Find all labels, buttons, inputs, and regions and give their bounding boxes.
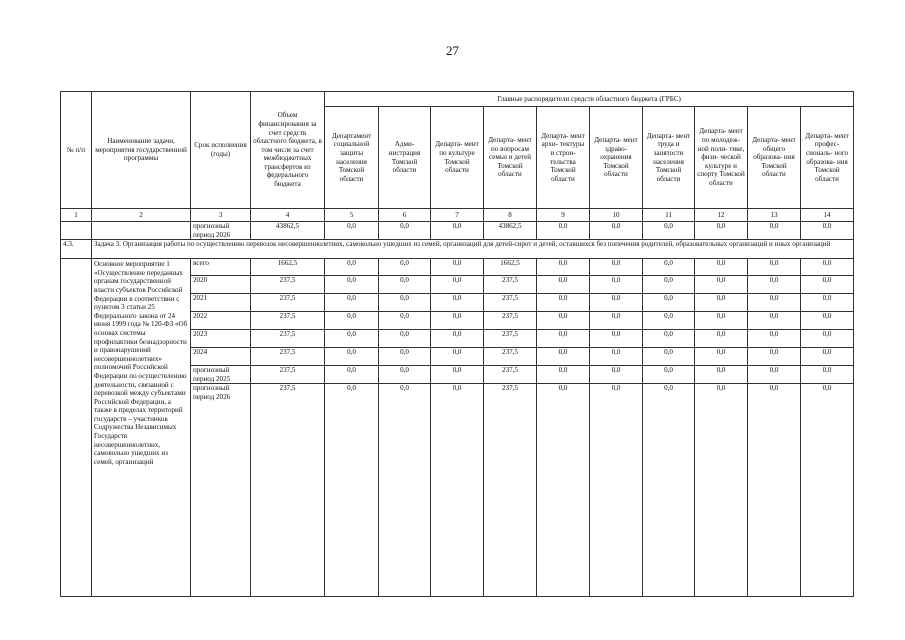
row-term: прогнозный период 2025 bbox=[191, 366, 251, 384]
row-value: 0,0 bbox=[590, 384, 643, 597]
row-value: 0,0 bbox=[537, 330, 590, 348]
table-body bbox=[61, 92, 854, 597]
row-number bbox=[61, 222, 92, 240]
row-value: 0,0 bbox=[325, 294, 379, 312]
row-value: 1662,5 bbox=[484, 259, 537, 276]
row-value: 0,0 bbox=[748, 294, 801, 312]
row-value: 0,0 bbox=[379, 348, 431, 366]
row-term: 2021 bbox=[191, 294, 251, 312]
table-row bbox=[61, 222, 854, 240]
row-value: 0,0 bbox=[695, 312, 748, 330]
row-value: 0,0 bbox=[537, 312, 590, 330]
row-value: 0,0 bbox=[431, 330, 484, 348]
row-value: 0,0 bbox=[431, 312, 484, 330]
column-number: 3 bbox=[191, 209, 251, 222]
row-value: 237,5 bbox=[251, 276, 325, 294]
row-value: 43862,5 bbox=[484, 222, 537, 240]
row-value: 237,5 bbox=[484, 348, 537, 366]
row-value: 0,0 bbox=[325, 348, 379, 366]
activity-name: Основное мероприятие 1 «Осуществление переданных органам государственной власти субъектов Российской Федерации в соответствии с пунктом 3 статьи 25 Федерального закона от 24 июня 1999 года № 120-ФЗ «Об основах системы профилактики безнадзорности и правонарушений несовершеннолетних» полномочий Российской Федерации по осуществлению деятельности, связанной с перевозкой между субъектами Российской Федерации, а также в пределах территорий государств – участников Содружества Независимых Государств несовершеннолетних, самовольно ушедших из семей, организаций bbox=[92, 259, 191, 597]
row-value: 0,0 bbox=[695, 366, 748, 384]
column-number: 1 bbox=[61, 209, 92, 222]
row-value: 0,0 bbox=[801, 312, 854, 330]
row-value: 0,0 bbox=[801, 276, 854, 294]
task-text: Задача 3. Организация работы по осуществлению перевозок несовершеннолетних, самовольно ушедших из семей, организаций для детей-сирот и детей, оставшихся без попечения родителей, образовательных организаций и иных организаций bbox=[92, 240, 854, 259]
row-value: 0,0 bbox=[325, 312, 379, 330]
row-term: 2020 bbox=[191, 276, 251, 294]
row-value: 0,0 bbox=[590, 330, 643, 348]
header-grbs-2: Адми- нистрация Томской области bbox=[379, 107, 431, 209]
row-value: 0,0 bbox=[748, 366, 801, 384]
row-value: 0,0 bbox=[590, 294, 643, 312]
row-value: 0,0 bbox=[590, 348, 643, 366]
row-value: 0,0 bbox=[379, 312, 431, 330]
row-term: прогнозный период 2026 bbox=[191, 222, 251, 240]
row-value: 0,0 bbox=[748, 259, 801, 276]
row-value: 0,0 bbox=[748, 330, 801, 348]
row-value: 0,0 bbox=[748, 276, 801, 294]
row-value: 0,0 bbox=[325, 384, 379, 597]
row-value: 237,5 bbox=[484, 330, 537, 348]
row-value: 0,0 bbox=[801, 259, 854, 276]
row-value: 0,0 bbox=[537, 276, 590, 294]
row-value: 0,0 bbox=[431, 222, 484, 240]
row-value: 0,0 bbox=[537, 348, 590, 366]
header-grbs-8: Департа- мент по молодеж- ной поли- тике, физи- ческой культуре и спорту Томской области bbox=[695, 107, 748, 209]
row-value: 0,0 bbox=[537, 222, 590, 240]
row-value: 0,0 bbox=[431, 366, 484, 384]
row-value: 237,5 bbox=[484, 276, 537, 294]
task-row bbox=[61, 240, 854, 259]
row-value: 0,0 bbox=[643, 384, 695, 597]
column-number: 12 bbox=[695, 209, 748, 222]
row-value: 0,0 bbox=[643, 348, 695, 366]
row-value: 0,0 bbox=[431, 294, 484, 312]
header-grbs-group: Главные распорядители средств областного бюджета (ГРБС) bbox=[325, 92, 854, 107]
header-term: Срок исполнения (годы) bbox=[191, 92, 251, 209]
row-term: 2022 bbox=[191, 312, 251, 330]
row-value: 0,0 bbox=[590, 259, 643, 276]
row-value: 237,5 bbox=[251, 312, 325, 330]
column-number-row bbox=[61, 209, 854, 222]
column-number: 14 bbox=[801, 209, 854, 222]
header-grbs-9: Департа- мент общего образова- ния Томской области bbox=[748, 107, 801, 209]
row-value: 1662,5 bbox=[251, 259, 325, 276]
row-value: 0,0 bbox=[695, 330, 748, 348]
row-value: 0,0 bbox=[379, 276, 431, 294]
row-value: 0,0 bbox=[748, 384, 801, 597]
column-number: 2 bbox=[92, 209, 191, 222]
row-value: 237,5 bbox=[251, 330, 325, 348]
row-name bbox=[92, 222, 191, 240]
row-value: 0,0 bbox=[431, 384, 484, 597]
row-value: 0,0 bbox=[379, 330, 431, 348]
row-value: 0,0 bbox=[695, 259, 748, 276]
row-value: 0,0 bbox=[590, 276, 643, 294]
row-value: 237,5 bbox=[251, 348, 325, 366]
row-value: 0,0 bbox=[801, 294, 854, 312]
header-grbs-4: Департа- мент по вопросам семьи и детей Томской области bbox=[484, 107, 537, 209]
header-name: Наименование задачи, мероприятия государственной программы bbox=[92, 92, 191, 209]
column-number: 10 bbox=[590, 209, 643, 222]
row-value: 0,0 bbox=[325, 222, 379, 240]
row-term: 2023 bbox=[191, 330, 251, 348]
row-value: 0,0 bbox=[801, 330, 854, 348]
row-value: 237,5 bbox=[251, 366, 325, 384]
row-value: 0,0 bbox=[537, 294, 590, 312]
task-number: 4.3. bbox=[61, 240, 92, 259]
column-number: 11 bbox=[643, 209, 695, 222]
row-value: 0,0 bbox=[695, 294, 748, 312]
activity-number bbox=[61, 259, 92, 597]
row-value: 237,5 bbox=[484, 312, 537, 330]
row-value: 0,0 bbox=[537, 259, 590, 276]
header-grbs-5: Департа- мент архи- тектуры и строи- тельства Томской области bbox=[537, 107, 590, 209]
row-value: 0,0 bbox=[695, 384, 748, 597]
row-value: 237,5 bbox=[251, 384, 325, 597]
row-value: 0,0 bbox=[801, 348, 854, 366]
row-value: 0,0 bbox=[379, 294, 431, 312]
row-value: 0,0 bbox=[748, 348, 801, 366]
row-value: 0,0 bbox=[379, 384, 431, 597]
page-number: 27 bbox=[446, 43, 459, 58]
row-value: 0,0 bbox=[431, 348, 484, 366]
row-value: 0,0 bbox=[379, 366, 431, 384]
row-value: 0,0 bbox=[643, 276, 695, 294]
row-value: 0,0 bbox=[801, 222, 854, 240]
budget-table bbox=[60, 91, 854, 597]
row-value: 0,0 bbox=[379, 222, 431, 240]
row-value: 0,0 bbox=[695, 222, 748, 240]
header-grbs-3: Департа- мент по культуре Томской области bbox=[431, 107, 484, 209]
row-term: прогнозный период 2026 bbox=[191, 384, 251, 597]
row-value: 0,0 bbox=[537, 366, 590, 384]
header-volume: Объем финансирования за счет средств областного бюджета, в том числе за счет межбюджетных трансфертов из федерального бюджета bbox=[251, 92, 325, 209]
header-grbs-7: Департа- мент труда и занятости населения Томской области bbox=[643, 107, 695, 209]
row-value: 0,0 bbox=[325, 276, 379, 294]
row-value: 0,0 bbox=[643, 312, 695, 330]
row-value: 0,0 bbox=[325, 330, 379, 348]
row-value: 0,0 bbox=[801, 366, 854, 384]
row-value: 0,0 bbox=[695, 276, 748, 294]
row-value: 237,5 bbox=[484, 366, 537, 384]
row-value: 0,0 bbox=[643, 222, 695, 240]
header-grbs-6: Департа- мент здраво- охранения Томской области bbox=[590, 107, 643, 209]
column-number: 9 bbox=[537, 209, 590, 222]
header-grbs-1: Департамент социальной защиты населения Томской области bbox=[325, 107, 379, 209]
row-value: 0,0 bbox=[643, 366, 695, 384]
column-number: 4 bbox=[251, 209, 325, 222]
row-value: 237,5 bbox=[484, 384, 537, 597]
header-no: № п/п bbox=[61, 92, 92, 209]
column-number: 8 bbox=[484, 209, 537, 222]
row-value: 0,0 bbox=[695, 348, 748, 366]
column-number: 6 bbox=[379, 209, 431, 222]
row-value: 0,0 bbox=[325, 366, 379, 384]
row-value: 237,5 bbox=[251, 294, 325, 312]
row-value: 0,0 bbox=[643, 259, 695, 276]
row-value: 0,0 bbox=[537, 384, 590, 597]
row-value: 0,0 bbox=[748, 312, 801, 330]
row-value: 0,0 bbox=[590, 222, 643, 240]
header-row-1 bbox=[61, 92, 854, 107]
row-value: 0,0 bbox=[643, 294, 695, 312]
column-number: 13 bbox=[748, 209, 801, 222]
header-grbs-10: Департа- мент профес- сиональ- ного образова- ния Томской области bbox=[801, 107, 854, 209]
row-value: 237,5 bbox=[484, 294, 537, 312]
row-value: 0,0 bbox=[379, 259, 431, 276]
row-value: 0,0 bbox=[643, 330, 695, 348]
row-term: 2024 bbox=[191, 348, 251, 366]
row-value: 0,0 bbox=[590, 366, 643, 384]
row-value: 0,0 bbox=[325, 259, 379, 276]
row-value: 0,0 bbox=[431, 276, 484, 294]
table-row bbox=[61, 259, 854, 276]
column-number: 7 bbox=[431, 209, 484, 222]
row-value: 0,0 bbox=[431, 259, 484, 276]
row-value: 0,0 bbox=[801, 384, 854, 597]
row-value: 43862,5 bbox=[251, 222, 325, 240]
column-number: 5 bbox=[325, 209, 379, 222]
row-term: всего bbox=[191, 259, 251, 276]
row-value: 0,0 bbox=[748, 222, 801, 240]
row-value: 0,0 bbox=[590, 312, 643, 330]
